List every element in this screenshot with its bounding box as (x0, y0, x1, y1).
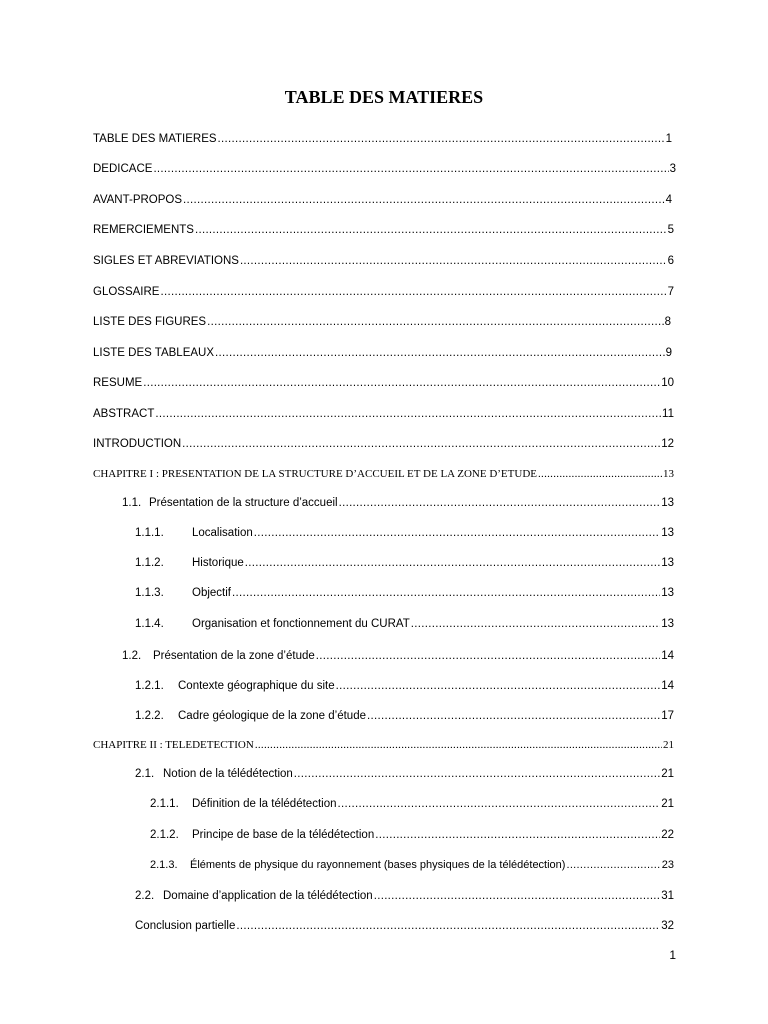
dot-leader (367, 708, 660, 724)
dot-leader (255, 737, 662, 753)
toc-subsection-number: 1.2.1. (135, 680, 164, 692)
toc-entry-page: 3 (669, 163, 676, 175)
dot-leader (240, 253, 667, 269)
toc-subsection-label: Historique (192, 557, 244, 569)
toc-entry-page: 1 (665, 133, 672, 145)
toc-subsection[interactable] (135, 616, 674, 632)
toc-subsection-label: Définition de la télédétection (192, 798, 337, 810)
toc-entry[interactable] (93, 131, 672, 147)
toc-section-number: 2.1. (135, 768, 155, 780)
toc-subsection-label: Éléments de physique du rayonnement (bases physiques de la télédétection) (190, 859, 566, 871)
toc-entry-page: 10 (661, 377, 674, 389)
toc-subsection-number: 2.1.2. (150, 829, 179, 841)
dot-leader (566, 857, 660, 873)
toc-entry[interactable] (93, 375, 674, 391)
toc-subsection-number: 1.1.3. (135, 587, 164, 599)
dot-leader (316, 648, 660, 664)
dot-leader (155, 406, 661, 422)
toc-entry-label: LISTE DES FIGURES (93, 316, 207, 328)
toc-entry[interactable] (93, 161, 676, 177)
toc-subsection-label: Cadre géologique de la zone d’étude (178, 710, 366, 722)
dot-leader (153, 161, 668, 177)
toc-entry[interactable] (93, 222, 674, 238)
toc-entry[interactable] (93, 314, 671, 330)
toc-entry-label: DEDICACE (93, 163, 153, 175)
toc-section-label: Domaine d’application de la télédétection (163, 890, 373, 902)
toc-subsection[interactable] (135, 678, 674, 694)
toc-subsection[interactable] (150, 827, 674, 843)
toc-subsection-number: 1.1.2. (135, 557, 164, 569)
dot-leader (254, 525, 660, 541)
toc-section-page: 31 (661, 890, 674, 902)
toc-subsection[interactable] (135, 525, 674, 541)
dot-leader (375, 827, 660, 843)
toc-entry-page: 8 (664, 316, 671, 328)
dot-leader (336, 678, 661, 694)
toc-chapter[interactable] (93, 737, 674, 753)
dot-leader (338, 796, 661, 812)
dot-leader (339, 495, 661, 511)
toc-subsection-number: 1.1.1. (135, 527, 164, 539)
toc-entry[interactable] (93, 345, 672, 361)
dot-leader (245, 555, 660, 571)
dot-leader (374, 888, 661, 904)
toc-section-label: Présentation de la zone d’étude (153, 650, 315, 662)
toc-subsection[interactable] (135, 708, 674, 724)
dot-leader (538, 466, 662, 482)
toc-subsection-label: Contexte géographique du site (178, 680, 335, 692)
toc-subsection-label: Principe de base de la télédétection (192, 829, 375, 841)
toc-subsection-number: 1.1.4. (135, 618, 164, 630)
toc-entry-label: GLOSSAIRE (93, 286, 160, 298)
toc-subsection-page: 22 (661, 829, 674, 841)
toc-subsection-page: 13 (661, 618, 674, 630)
toc-section-label: Notion de la télédétection (163, 768, 293, 780)
toc-section-number: 2.2. (135, 890, 155, 902)
toc-entry-page: 4 (665, 194, 672, 206)
dot-leader (411, 616, 660, 632)
toc-chapter[interactable] (93, 466, 674, 482)
toc-entry[interactable] (93, 192, 672, 208)
toc-subsection-page: 17 (661, 710, 674, 722)
toc-entry[interactable] (93, 253, 674, 269)
toc-section-number: 1.1. (122, 497, 142, 509)
toc-entry-label: REMERCIEMENTS (93, 224, 194, 236)
toc-chapter-label: CHAPITRE I : PRESENTATION DE LA STRUCTURE D’ACCUEIL ET DE LA ZONE D’ETUDE (93, 468, 537, 480)
toc-subsection[interactable] (135, 555, 674, 571)
toc-section-page: 13 (661, 497, 674, 509)
dot-leader (207, 314, 663, 330)
toc-subsection-page: 13 (661, 587, 674, 599)
toc-section[interactable] (135, 888, 674, 904)
toc-entry-page: 11 (662, 408, 674, 420)
toc-subsection-page: 23 (661, 859, 674, 871)
toc-entry[interactable] (93, 436, 674, 452)
toc-entry-page: 5 (667, 224, 674, 236)
toc-subsection-label: Objectif (192, 587, 231, 599)
toc-entry-label: Conclusion partielle (135, 920, 236, 932)
toc-section-page: 21 (661, 768, 674, 780)
toc-subsection[interactable] (150, 796, 674, 812)
toc-subsection-number: 1.2.2. (135, 710, 164, 722)
toc-subsection-label: Organisation et fonctionnement du CURAT (192, 618, 410, 630)
toc-section-page: 14 (661, 650, 674, 662)
page-title: TABLE DES MATIERES (284, 87, 484, 107)
dot-leader (215, 345, 665, 361)
toc-section-number: 1.2. (122, 650, 142, 662)
toc-subsection[interactable] (150, 857, 674, 873)
toc-section[interactable] (122, 495, 674, 511)
toc-entry-label: INTRODUCTION (93, 438, 182, 450)
toc-entry[interactable] (135, 918, 674, 934)
toc-subsection-page: 13 (661, 527, 674, 539)
toc-section-label: Présentation de la structure d’accueil (149, 497, 338, 509)
dot-leader (143, 375, 660, 391)
toc-entry-page: 7 (667, 286, 674, 298)
toc-entry-page: 12 (661, 438, 674, 450)
toc-entry-label: SIGLES ET ABREVIATIONS (93, 255, 239, 267)
toc-entry[interactable] (93, 406, 674, 422)
toc-subsection[interactable] (135, 585, 674, 601)
dot-leader (232, 585, 660, 601)
dot-leader (236, 918, 660, 934)
toc-subsection-page: 21 (661, 798, 674, 810)
dot-leader (218, 131, 665, 147)
toc-subsection-page: 13 (661, 557, 674, 569)
toc-entry-label: AVANT-PROPOS (93, 194, 183, 206)
toc-subsection-label: Localisation (192, 527, 253, 539)
toc-subsection-number: 2.1.3. (150, 859, 178, 871)
toc-chapter-page: 13 (663, 468, 674, 480)
toc-chapter-page: 21 (663, 739, 674, 751)
toc-entry-page: 9 (665, 347, 672, 359)
toc-section[interactable] (135, 766, 674, 782)
toc-entry-label: LISTE DES TABLEAUX (93, 347, 215, 359)
toc-subsection-number: 2.1.1. (150, 798, 179, 810)
toc-entry[interactable] (93, 284, 674, 300)
toc-section[interactable] (122, 648, 674, 664)
dot-leader (195, 222, 667, 238)
dot-leader (160, 284, 666, 300)
toc-entry-page: 32 (661, 920, 674, 932)
page-number: 1 (669, 948, 676, 962)
toc-chapter-label: CHAPITRE II : TELEDETECTION (93, 739, 254, 751)
toc-entry-label: RESUME (93, 377, 143, 389)
dot-leader (294, 766, 660, 782)
dot-leader (182, 436, 660, 452)
toc-entry-page: 6 (667, 255, 674, 267)
dot-leader (183, 192, 665, 208)
toc-subsection-page: 14 (661, 680, 674, 692)
toc-entry-label: TABLE DES MATIERES (93, 133, 217, 145)
toc-entry-label: ABSTRACT (93, 408, 155, 420)
